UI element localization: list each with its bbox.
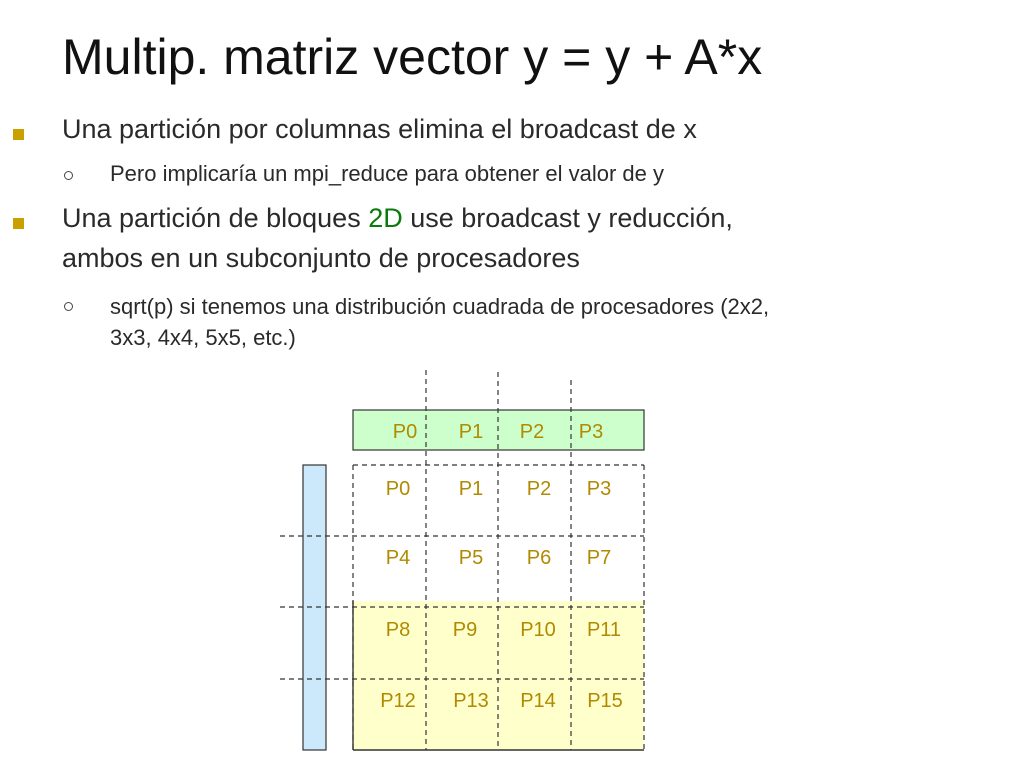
x-vector-label: P0 [392,421,418,443]
matrix-cell-label: P14 [520,690,556,712]
matrix-cell-label: P4 [385,547,411,569]
x-vector-label: P3 [578,421,604,443]
matrix-cell-label: P2 [526,478,552,500]
x-vector-label: P1 [458,421,484,443]
matrix-cell-label: P11 [586,619,622,641]
slide-title: Multip. matriz vector y = y + A*x [62,29,763,85]
matrix-cell-label: P3 [586,478,612,500]
matrix-cell-label: P13 [453,690,489,712]
bullet-2-text-line2: ambos en un subconjunto de procesadores [62,243,580,273]
matrix-cell-label: P15 [587,690,623,712]
bullet-2-text-before: Una partición de bloques [62,203,369,233]
y-vector-box [303,465,326,750]
matrix-cell-label: P9 [452,619,478,641]
matrix-cell-label: P0 [385,478,411,500]
bullet-2-sub-2: 3x3, 4x4, 5x5, etc.) [110,325,296,350]
matrix-cell-label: P5 [458,547,484,569]
bullet-2-sub-1: sqrt(p) si tenemos una distribución cuadrada de procesadores (2x2, [110,294,770,319]
bullet-1-sub-1: Pero implicaría un mpi_reduce para obtener el valor de y [110,161,664,186]
bullet-2-text-after: use broadcast y reducción, [402,203,733,233]
matrix-cell-label: P1 [458,478,484,500]
matrix-cell-label: P7 [586,547,612,569]
bullet-2-highlight: 2D [368,203,403,233]
matrix-cell-label: P8 [385,619,411,641]
matrix-cell-label: P10 [520,619,556,641]
bullet-1-text: Una partición por columnas elimina el broadcast de x [62,114,697,144]
x-vector-label: P2 [519,421,545,443]
matrix-cell-label: P6 [526,547,552,569]
matrix-cell-label: P12 [380,690,416,712]
